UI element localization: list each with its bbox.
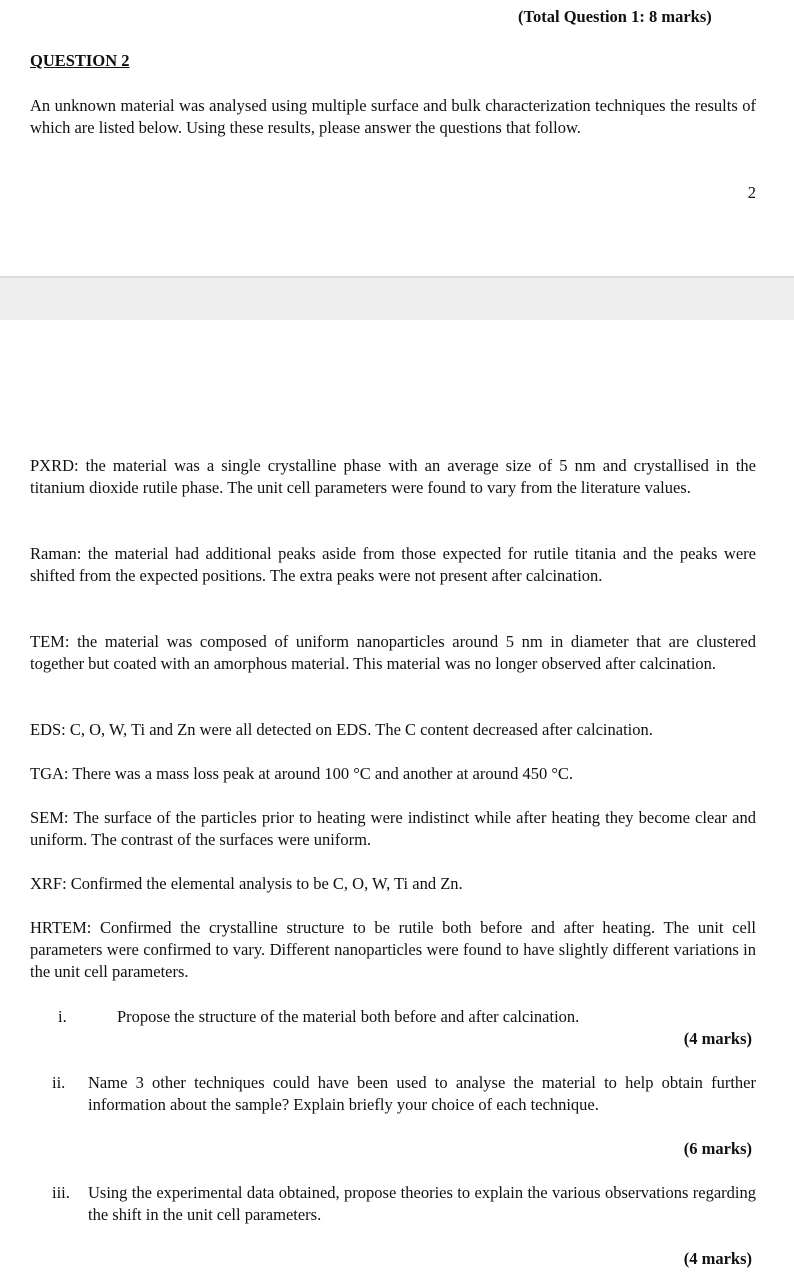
raman-result: Raman: the material had additional peaks aside from those expected for rutile titania and the peaks were shifted from the expected positions. The extra peaks were not present after calcination. [30, 544, 756, 585]
question-marks: (6 marks) [683, 1139, 752, 1158]
question-text: Using the experimental data obtained, propose theories to explain the various observations regarding the shift in the unit cell parameters. [88, 1183, 756, 1224]
question-item [0, 1072, 794, 1162]
question-item [0, 1182, 794, 1276]
question-item [0, 1006, 794, 1054]
xrf-result: XRF: Confirmed the elemental analysis to be C, O, W, Ti and Zn. [30, 874, 463, 893]
question-marks: (4 marks) [683, 1029, 752, 1048]
page-break [0, 276, 794, 320]
page-number: 2 [747, 183, 756, 202]
question2-title: QUESTION 2 [30, 51, 130, 70]
sem-result: SEM: The surface of the particles prior to heating were indistinct while after heating they become clear and uniform. The contrast of the surfaces were uniform. [30, 808, 756, 849]
hrtem-result: HRTEM: Confirmed the crystalline structure to be rutile both before and after heating. The unit cell parameters were confirmed to vary. Different nanoparticles were found to have slightly different variations in the unit cell parameters. [30, 918, 756, 981]
total-question1-marks: (Total Question 1: 8 marks) [518, 7, 712, 26]
question-number: ii. [52, 1073, 66, 1092]
question2-intro: An unknown material was analysed using multiple surface and bulk characterization techniques the results of which are listed below. Using these results, please answer the questions that follow. [30, 96, 756, 137]
eds-result: EDS: C, O, W, Ti and Zn were all detected on EDS. The C content decreased after calcination. [30, 720, 653, 739]
tem-result: TEM: the material was composed of uniform nanoparticles around 5 nm in diameter that are clustered together but coated with an amorphous material. This material was no longer observed after calcination. [30, 632, 756, 673]
question-number: iii. [52, 1183, 70, 1202]
question-number: i. [58, 1007, 67, 1026]
tga-result: TGA: There was a mass loss peak at around 100 °C and another at around 450 °C. [30, 764, 574, 783]
pxrd-result: PXRD: the material was a single crystalline phase with an average size of 5 nm and crystallised in the titanium dioxide rutile phase. The unit cell parameters were found to vary from the literature values. [30, 456, 756, 497]
question-text: Name 3 other techniques could have been used to analyse the material to help obtain further information about the sample? Explain briefly your choice of each technique. [88, 1073, 756, 1114]
question-text: Propose the structure of the material both before and after calcination. [117, 1007, 580, 1026]
question-marks: (4 marks) [683, 1249, 752, 1268]
